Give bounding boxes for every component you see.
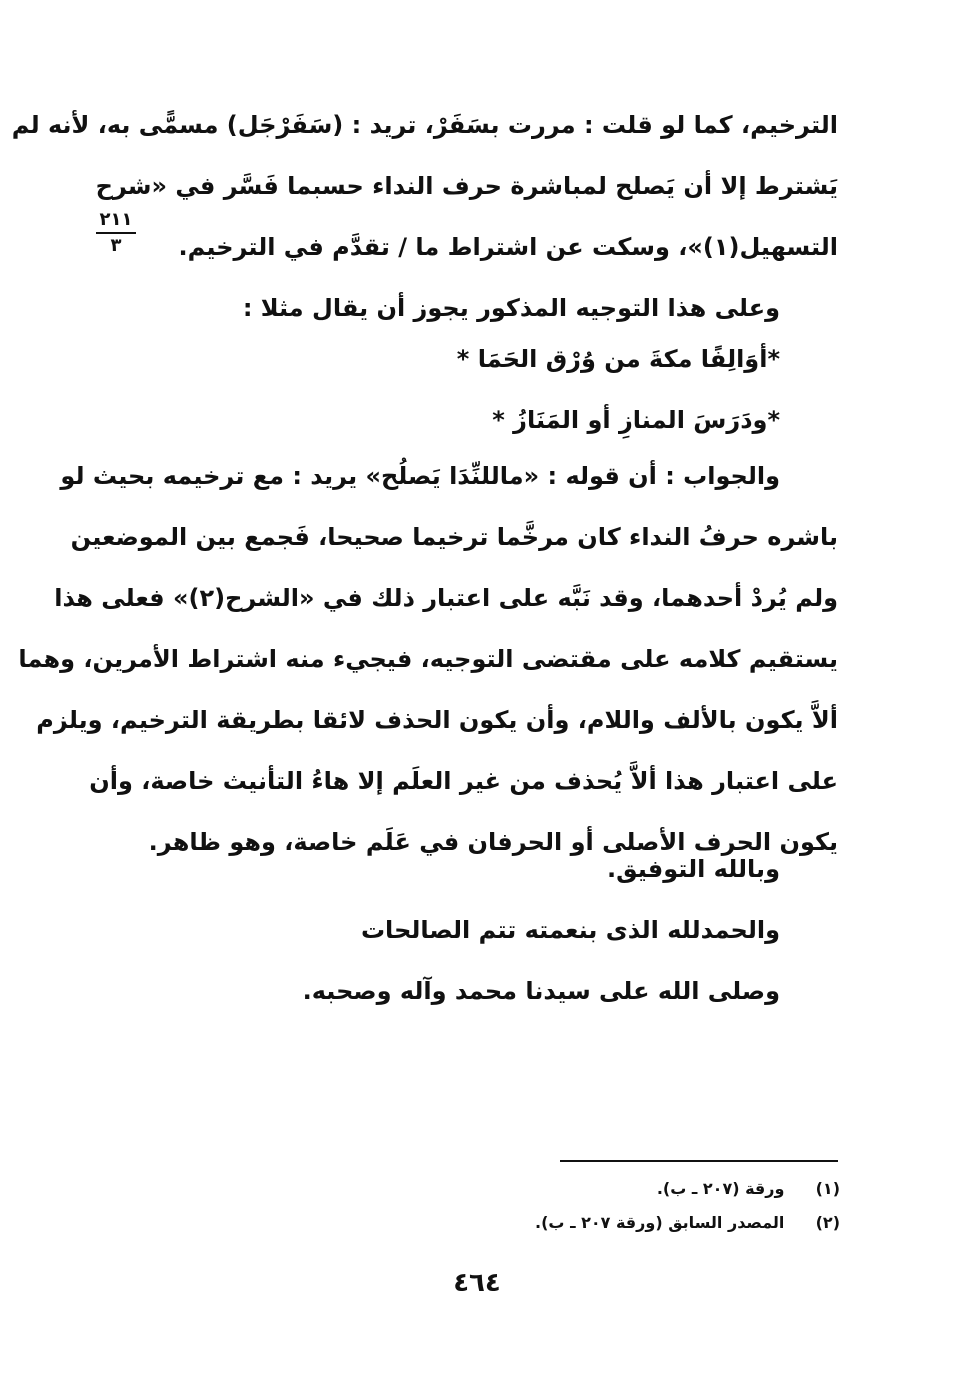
text-line: الترخيم، كما لو قلت : مررت بسَفَرْ، تريد : (سَفَرْجَل) مسمًّى به، لأنه لم xyxy=(11,111,838,139)
footnote-text: ورقة (٢٠٧ ـ ب). xyxy=(656,1179,785,1198)
text-line: ولم يُردْ أحدهما، وقد نَبَّه على اعتبار ذلك في «الشرح(٢)» فعلى هذا xyxy=(54,584,838,612)
text-line: على اعتبار هذا ألاَّ يُحذف من غير العلَم إلا هاءُ التأنيث خاصة، وأن xyxy=(89,767,838,795)
verse-block xyxy=(150,329,838,451)
footnote-separator xyxy=(560,1160,838,1162)
text-line: التسهيل(١)»، وسكت عن اشتراط ما / تقدَّم في الترخيم. xyxy=(178,233,838,261)
footnote-2 xyxy=(400,1206,840,1240)
footnote-text: المصدر السابق (ورقة ٢٠٧ ـ ب). xyxy=(535,1213,785,1232)
verse-line: *أوَالِفًا مكةَ من وُرْق الحَمَا * xyxy=(456,345,780,373)
text-line: باشره حرفُ النداء كان مرخَّما ترخيما صحيحا، فَجمع بين الموضعين xyxy=(70,523,838,551)
margin-reference-top: ٢١١ xyxy=(99,209,133,230)
footnote-number: (١) xyxy=(815,1179,840,1198)
text-line: والجواب : أن قوله : «ماللنِّدَا يَصلُح» يريد : مع ترخيمه بحيث لو xyxy=(60,462,780,490)
closing-line: والحمدلله الذى بنعمته تتم الصالحات xyxy=(360,916,780,944)
margin-reference-divider xyxy=(96,232,136,234)
closing-line: وبالله التوفيق. xyxy=(606,855,780,883)
verse-line: *ودَرَسَ المنازِ أو المَنَازُ * xyxy=(492,406,780,434)
text-line: يَشترط إلا أن يَصلح لمباشرة حرف النداء حسبما فَسَّر في «شرح xyxy=(95,172,838,200)
closing-block xyxy=(150,839,838,1022)
text-line: يستقيم كلامه على مقتضى التوجيه، فيجيء منه اشتراط الأمرين، وهما xyxy=(18,645,838,673)
footnotes xyxy=(400,1172,840,1240)
footnote-number: (٢) xyxy=(815,1213,840,1232)
closing-line: وصلى الله على سيدنا محمد وآله وصحبه. xyxy=(302,977,780,1005)
intro-line: وعلى هذا التوجيه المذكور يجوز أن يقال مثلا : xyxy=(242,294,780,322)
paragraph-2 xyxy=(18,446,838,873)
text-line: ألاَّ يكون بالألف واللام، وأن يكون الحذف لائقا بطريقة الترخيم، ويلزم xyxy=(36,706,838,734)
footnote-1 xyxy=(400,1172,840,1206)
text-line: يكون الحرف الأصلى أو الحرفان في عَلَم خاصة، وهو ظاهر. xyxy=(148,828,838,856)
margin-reference-bottom: ٣ xyxy=(110,235,122,256)
page-number: ٤٦٤ xyxy=(453,1268,501,1298)
